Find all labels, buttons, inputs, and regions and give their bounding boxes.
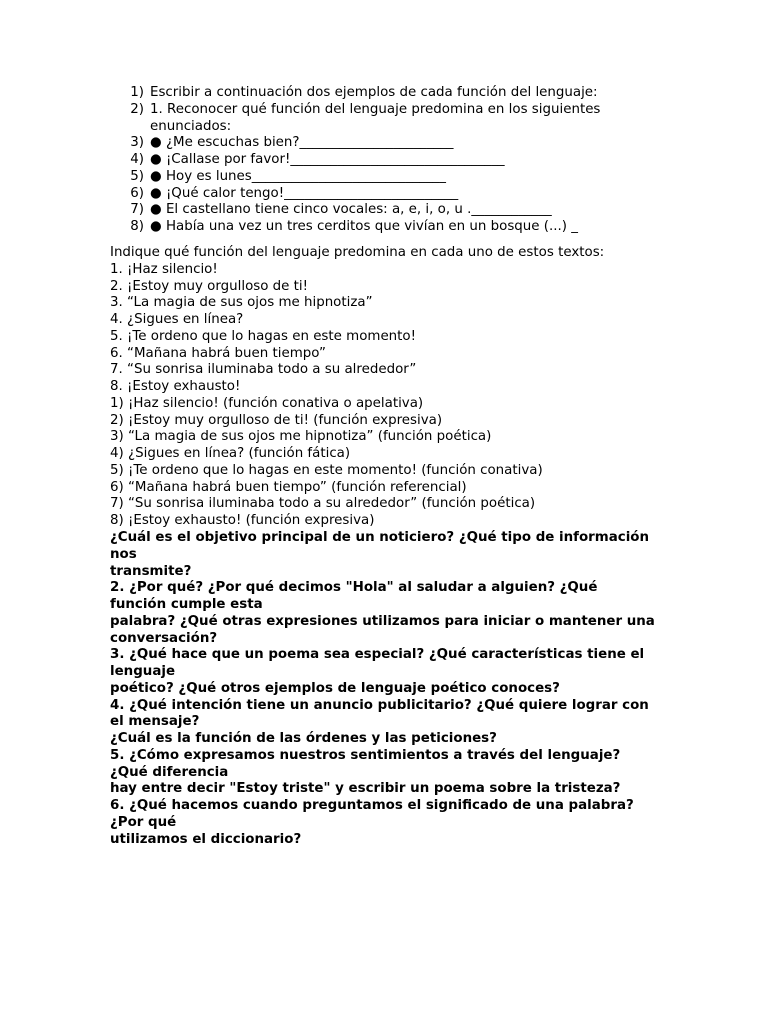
list-item-text: ● ¿Me escuchas bien?_______________________: [150, 135, 454, 151]
text-item: 4. ¿Sigues en línea?: [110, 312, 244, 327]
list-item-number: 6): [130, 185, 144, 201]
list-item-text: ● Hoy es lunes_____________________________: [150, 168, 446, 184]
question-line: hay entre decir "Estoy triste" y escribir un poema sobre la tristeza?: [110, 781, 621, 797]
text-item: 8. ¡Estoy exhausto!: [110, 379, 241, 394]
text-item: 5. ¡Te ordeno que lo hagas en este momento!: [110, 328, 416, 344]
text-item: 1. ¡Haz silencio!: [110, 261, 218, 277]
question-line: transmite?: [110, 563, 192, 579]
list-item-number: 1): [130, 85, 144, 100]
list-item: [0, 219, 768, 236]
question-line: palabra? ¿Qué otras expresiones utilizamos para iniciar o mantener una: [110, 613, 655, 629]
list-item-number: 5): [130, 168, 144, 184]
list-item: [0, 202, 768, 219]
question-line: 6. ¿Qué hacemos cuando preguntamos el significado de una palabra? ¿Por qué: [110, 798, 634, 830]
function-identification-section: [110, 245, 670, 530]
text-item: 3. “La magia de sus ojos me hipnotiza”: [110, 295, 373, 311]
question-line: 5. ¿Cómo expresamos nuestros sentimientos a través del lenguaje? ¿Qué diferencia: [110, 747, 621, 780]
list-item-text: ● ¡Qué calor tengo!__________________________: [150, 185, 459, 201]
answer-item: 7) “Su sonrisa iluminaba todo a su alrededor” (función poética): [110, 496, 536, 512]
list-item-number: 8): [130, 219, 144, 234]
list-item: [0, 169, 768, 186]
list-item-text: Escribir a continuación dos ejemplos de cada función del lenguaje:: [150, 85, 598, 100]
list-item-text: ● ¡Callase por favor!________________________________: [150, 152, 505, 167]
questions-section: [110, 530, 655, 848]
question-line: ¿Cuál es la función de las órdenes y las peticiones?: [110, 731, 497, 746]
list-item-number: 4): [130, 152, 144, 167]
list-item: [0, 85, 768, 102]
list-item: [0, 135, 768, 152]
question-line: ¿Cuál es el objetivo principal de un noticiero? ¿Qué tipo de información nos: [110, 530, 650, 562]
list-item-number: 2): [130, 101, 144, 117]
list-item-text: 1. Reconocer qué función del lenguaje predomina en los siguientes enunciados:: [150, 101, 605, 134]
answer-item: 4) ¿Sigues en línea? (función fática): [110, 446, 351, 461]
question-line: utilizamos el diccionario?: [110, 831, 302, 847]
question-line: 3. ¿Qué hace que un poema sea especial? ¿Qué características tiene el lenguaje: [110, 647, 645, 679]
answer-item: 5) ¡Te ordeno que lo hagas en este momento! (función conativa): [110, 462, 543, 478]
question-line: 2. ¿Por qué? ¿Por qué decimos "Hola" al saludar a alguien? ¿Qué función cumple esta: [110, 580, 598, 612]
list-item: [0, 102, 768, 136]
list-item-number: 3): [130, 135, 144, 151]
answer-item: 1) ¡Haz silencio! (función conativa o apelativa): [110, 395, 424, 411]
section-intro: Indique qué función del lenguaje predomina en cada uno de estos textos:: [110, 245, 605, 260]
text-item: 6. “Mañana habrá buen tiempo”: [110, 345, 326, 361]
answer-item: 8) ¡Estoy exhausto! (función expresiva): [110, 513, 375, 528]
answer-item: 6) “Mañana habrá buen tiempo” (función referencial): [110, 479, 467, 495]
list-item-text: ● Había una vez un tres cerditos que vivían en un bosque (...) _: [150, 219, 578, 234]
list-item: [0, 186, 768, 203]
question-line: 4. ¿Qué intención tiene un anuncio publicitario? ¿Qué quiere lograr con el mensaje?: [110, 697, 649, 730]
list-item: [0, 152, 768, 169]
list-item-text: ● El castellano tiene cinco vocales: a, e, i, o, u .____________: [150, 202, 552, 218]
text-item: 7. “Su sonrisa iluminaba todo a su alrededor”: [110, 362, 417, 378]
list-item-number: 7): [130, 202, 144, 218]
question-line: poético? ¿Qué otros ejemplos de lenguaje poético conoces?: [110, 680, 560, 696]
answer-item: 2) ¡Estoy muy orgulloso de ti! (función expresiva): [110, 412, 443, 428]
exercise-numbered-list: [0, 85, 768, 236]
answer-item: 3) “La magia de sus ojos me hipnotiza” (función poética): [110, 429, 492, 445]
question-line: conversación?: [110, 630, 218, 646]
text-item: 2. ¡Estoy muy orgulloso de ti!: [110, 278, 309, 294]
